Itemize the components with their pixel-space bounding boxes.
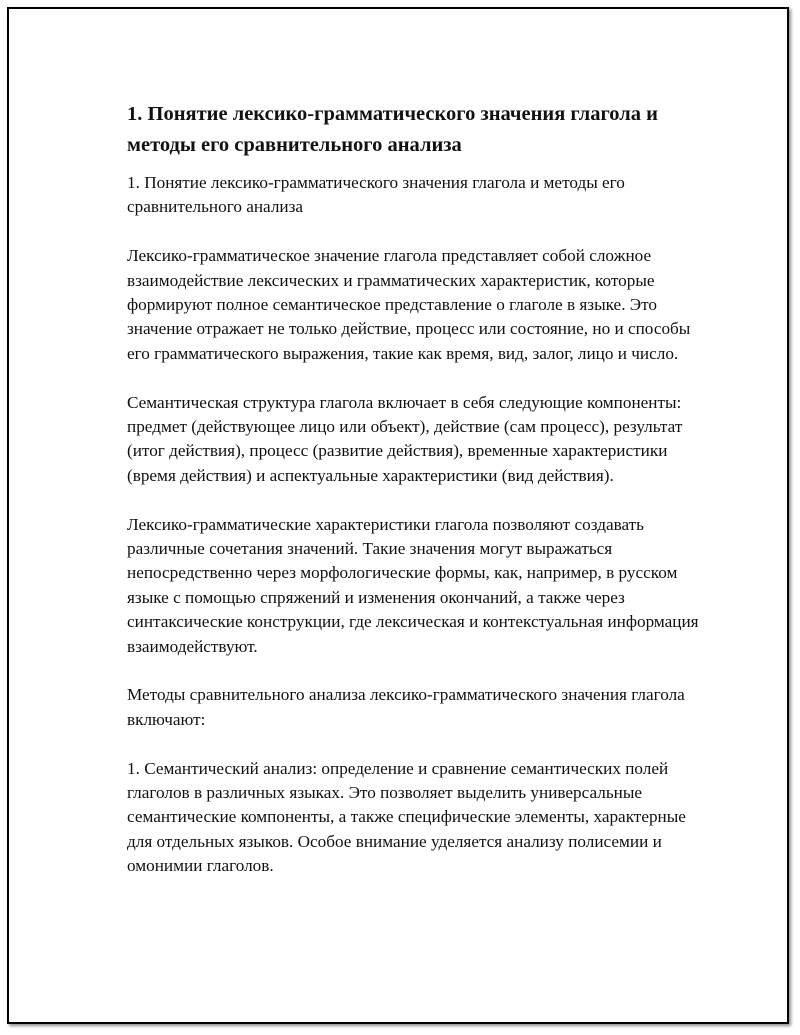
paragraph-semantic-structure: Семантическая структура глагола включает в себя следующие компоненты: предмет (действующее лицо или объект), действие (сам процесс), результат (итог действия), процесс (развитие действия), временные характеристики (время действия) и аспектуальные характеристики (вид действия). <box>127 392 683 485</box>
paragraph-definition: Лексико-грамматическое значение глагола представляет собой сложное взаимодействие лексических и грамматических характеристик, которые формируют полное семантическое представление о глаголе в языке. Это значение отражает не только действие, процесс или состояние, но и способы его грамматического выражения, такие как время, вид, залог, лицо и число. <box>127 246 691 363</box>
document-heading: 1. Понятие лексико-грамматического значения глагола и методы его сравнительного анализа <box>127 103 658 156</box>
document-body <box>127 99 712 903</box>
paragraph-characteristics: Лексико-грамматические характеристики глагола позволяют создавать различные сочетания значений. Такие значения могут выражаться непосредственно через морфологические формы, как, например, в русском языке с помощью спряжений и изменения окончаний, а также через синтаксические конструкции, где лексическая и контекстуальная информация взаимодействуют. <box>127 514 699 656</box>
paragraph-subtitle: 1. Понятие лексико-грамматического значения глагола и методы его сравнительного анализа <box>127 173 625 217</box>
page-frame <box>7 7 789 1024</box>
paragraph-method-1: 1. Семантический анализ: определение и сравнение семантических полей глаголов в различных языках. Это позволяет выделить универсальные семантические компоненты, а также специфические элементы, характерные для отдельных языков. Особое внимание уделяется анализу полисемии и омонимии глаголов. <box>127 758 686 876</box>
paragraph-methods-intro: Методы сравнительного анализа лексико-грамматического значения глагола включают: <box>127 685 685 729</box>
